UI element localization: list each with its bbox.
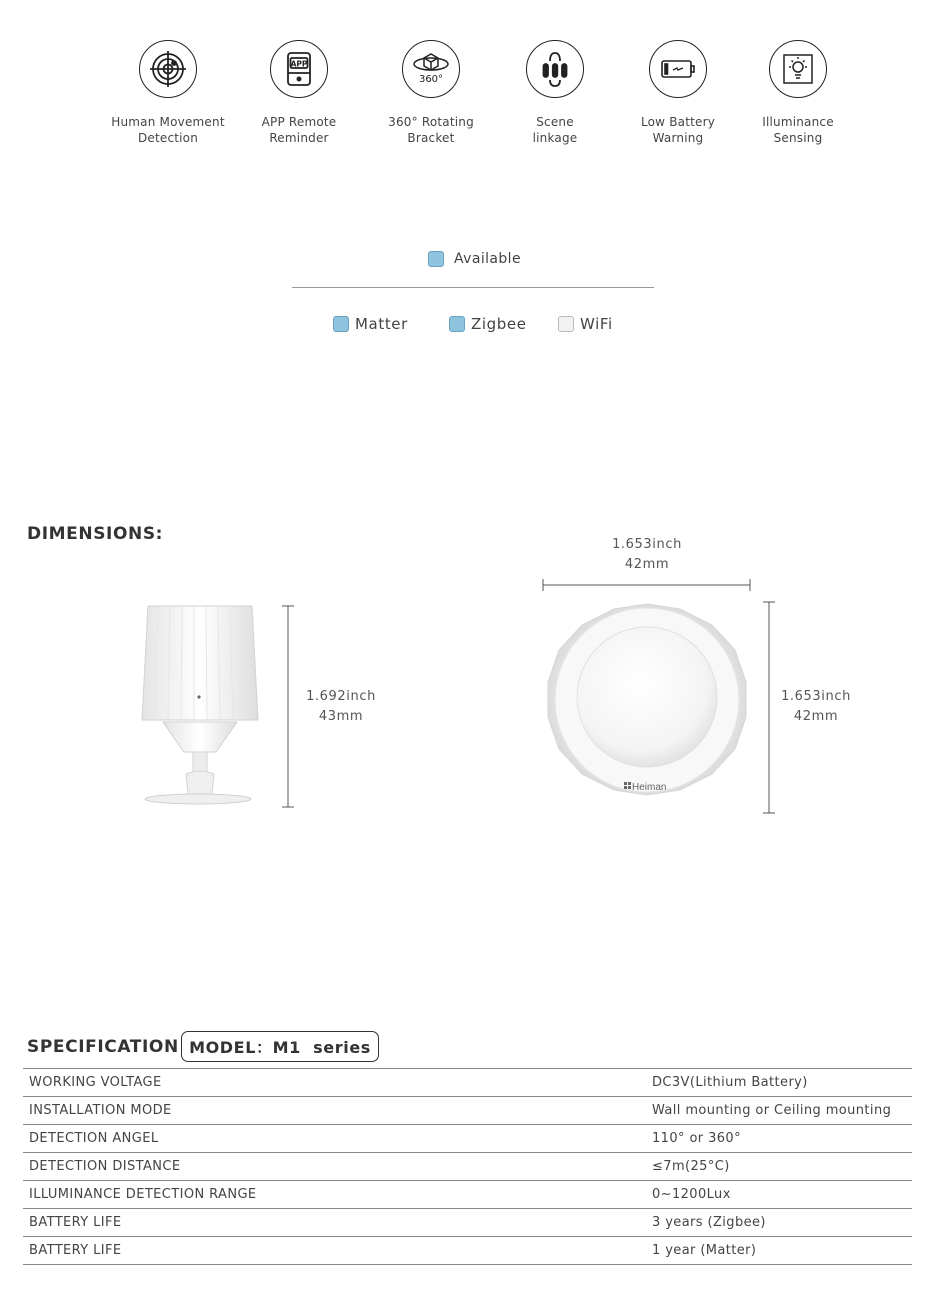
top-width-label: [601, 535, 693, 575]
spec-value: 0~1200Lux: [652, 1187, 731, 1202]
spec-value: DC3V(Lithium Battery): [652, 1075, 808, 1090]
table-row: [23, 1097, 912, 1125]
top-height-mm: 42mm: [793, 709, 839, 724]
rotate-icon-text: 360°: [418, 74, 444, 85]
spec-key: INSTALLATION MODE: [29, 1103, 172, 1118]
spec-key: DETECTION ANGEL: [29, 1131, 159, 1146]
spec-key: BATTERY LIFE: [29, 1215, 122, 1230]
model-label: MODEL：M1 series: [189, 1038, 371, 1057]
specification-table: [23, 1068, 912, 1265]
table-row: [23, 1209, 912, 1237]
table-row: [23, 1153, 912, 1181]
spec-key: WORKING VOLTAGE: [29, 1075, 162, 1090]
table-row: [23, 1237, 912, 1265]
feature-label-line1: Scene: [536, 115, 574, 129]
spec-value: 3 years (Zigbee): [652, 1215, 766, 1230]
spec-value: ≤7m(25°C): [652, 1159, 730, 1174]
top-width-inch: 1.653inch: [612, 537, 682, 552]
model-badge: [181, 1031, 379, 1062]
legend-label: Available: [454, 251, 521, 267]
table-row: [23, 1125, 912, 1153]
app-icon-text: APP: [290, 59, 308, 69]
top-width-dimension-line: [543, 579, 750, 591]
side-height-dimension-line: [282, 606, 294, 807]
table-row: [23, 1181, 912, 1209]
spec-key: BATTERY LIFE: [29, 1243, 122, 1258]
brand-text: Heiman: [632, 782, 667, 793]
protocol-label: WiFi: [580, 315, 613, 333]
protocol-label: Matter: [355, 315, 408, 333]
feature-label-line1: Illuminance: [762, 115, 834, 129]
feature-label-line2: Detection: [137, 131, 199, 145]
feature-label-line1: 360° Rotating: [388, 115, 474, 129]
feature-label-line1: Low Battery: [640, 115, 716, 129]
table-row: [23, 1069, 912, 1097]
spec-key: ILLUMINANCE DETECTION RANGE: [29, 1187, 257, 1202]
side-height-mm: 43mm: [318, 709, 364, 724]
top-width-mm: 42mm: [624, 557, 670, 572]
top-height-inch: 1.653inch: [781, 689, 851, 704]
feature-label-line2: Warning: [652, 131, 704, 145]
feature-label-line2: Reminder: [269, 131, 329, 145]
spec-key: DETECTION DISTANCE: [29, 1159, 181, 1174]
feature-label-line1: APP Remote: [261, 115, 337, 129]
sensor-side-view: [142, 606, 258, 804]
protocol-label: Zigbee: [471, 315, 527, 333]
side-height-label: [296, 687, 386, 727]
spec-value: 1 year (Matter): [652, 1243, 757, 1258]
spec-value: Wall mounting or Ceiling mounting: [652, 1103, 892, 1118]
dimensions-title: DIMENSIONS:: [27, 524, 164, 544]
sensor-top-view: [548, 604, 746, 795]
feature-label-line2: Bracket: [407, 131, 455, 145]
feature-label-line2: Sensing: [773, 131, 823, 145]
feature-label-line2: linkage: [532, 131, 578, 145]
side-height-inch: 1.692inch: [306, 689, 376, 704]
spec-value: 110° or 360°: [652, 1131, 741, 1146]
top-height-label: [770, 687, 862, 727]
feature-label-line1: Human Movement: [111, 115, 225, 129]
specification-title: SPECIFICATION: [27, 1037, 179, 1057]
